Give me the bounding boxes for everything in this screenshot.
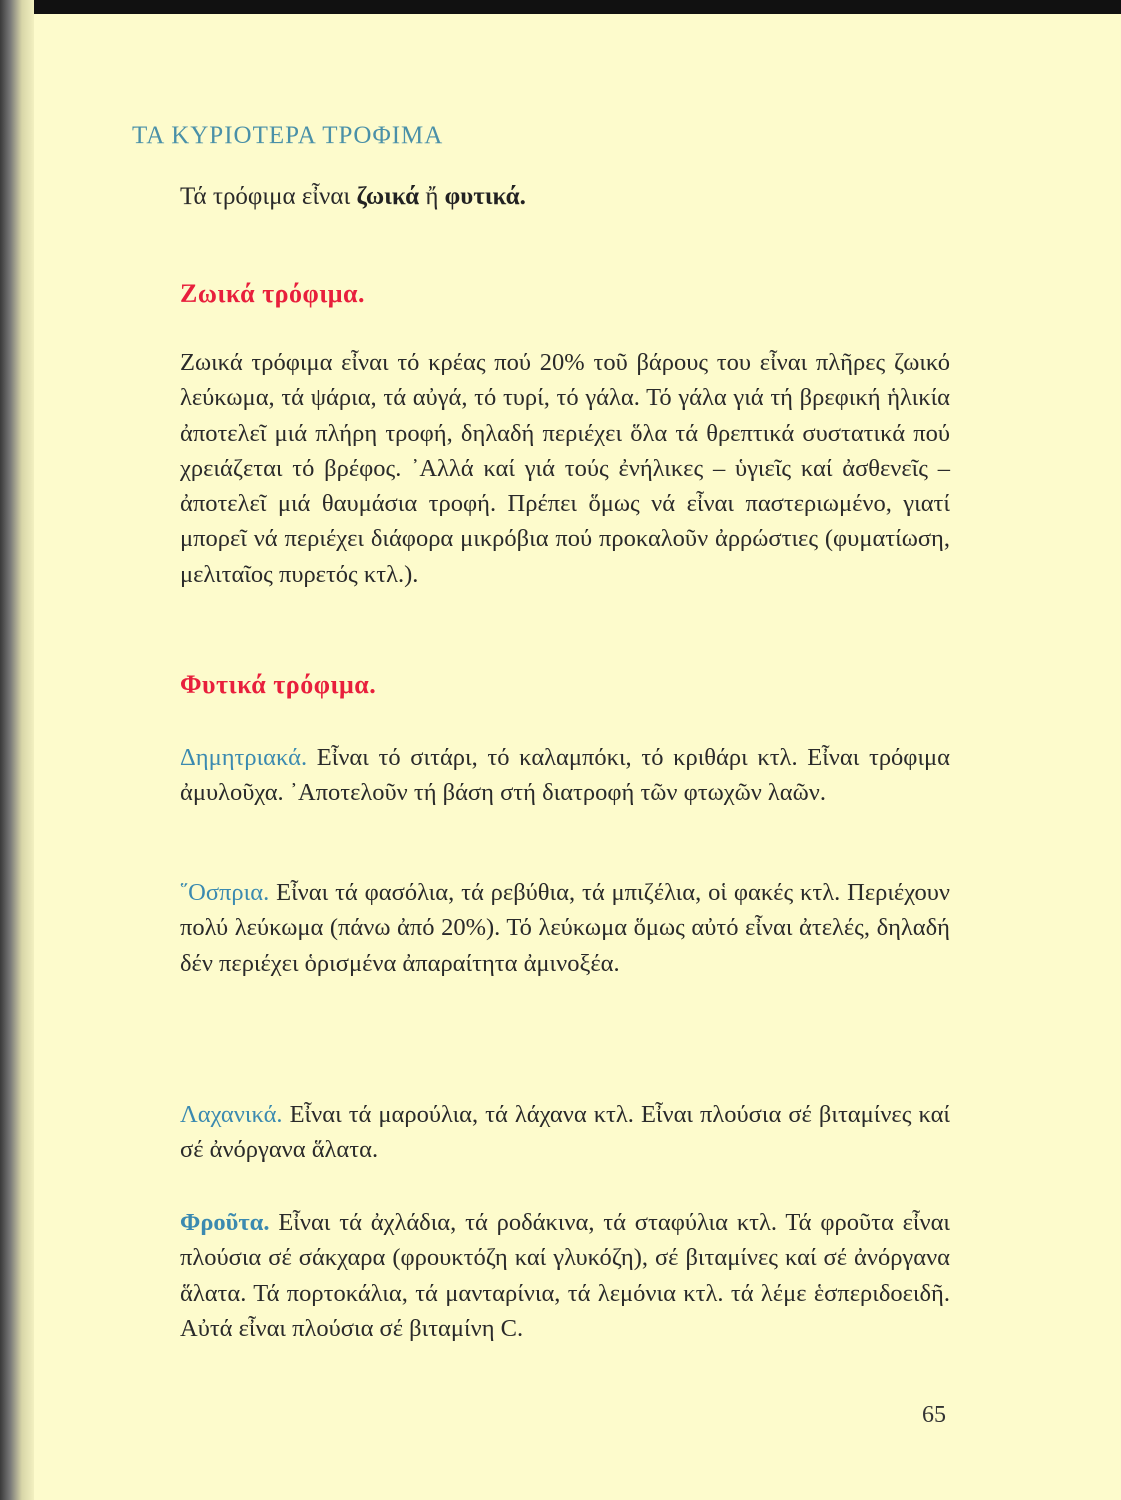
paragraph-animal-foods: Ζωικά τρόφιμα εἶναι τό κρέας πού 20% τοῦ βάρους του εἶναι πλῆρες ζωικό λεύκωμα, τά ψάρια, τά αὐγά, τό τυρί, τό γάλα. Τό γάλα γιά τή βρεφική ἡλικία ἀποτελεῖ μιά πλήρη τροφή, δηλαδή περιέχει ὅλα τά θρεπτικά συστατικά πού χρειάζεται τό βρέφος. ᾽Αλλά καί γιά τούς ἐνήλικες – ὑγιεῖς καί ἀσθενεῖς – ἀποτελεῖ μιά θαυμάσια τροφή. Πρέπει ὅμως νά εἶναι παστεριωμένο, γιατί μπορεῖ νά περιέχει διάφορα μικρόβια πού προκαλοῦν ἀρρώστιες (φυματίωση, μελιταῖος πυρετός κτλ.). <box>180 349 950 588</box>
heading-animal-foods: Ζωικά τρόφιμα. <box>180 279 366 308</box>
page-number: 65 <box>922 1402 946 1428</box>
lead-legumes: ῞Οσπρια. <box>180 879 270 906</box>
intro-term-plant: φυτικά. <box>444 183 526 210</box>
paragraph-legumes <box>180 875 950 981</box>
heading-plant-foods: Φυτικά τρόφιμα. <box>180 670 377 699</box>
paragraph-vegetables <box>180 1097 950 1168</box>
paragraph-fruits <box>180 1205 950 1346</box>
text-legumes: Εἶναι τά φασόλια, τά ρεβύθια, τά μπιζέλια, οἱ φακές κτλ. Περιέχουν πολύ λεύκωμα (πάνω ἀπό 20%). Τό λεύκωμα ὅμως αὐτό εἶναι ἀτελές, δηλαδή δέν περιέχει ὁρισμένα ἀπαραίτητα ἀμινοξέα. <box>180 879 951 977</box>
intro-prefix: Τά τρόφιμα εἶναι <box>180 183 357 210</box>
text-cereals: Εἶναι τό σιτάρι, τό καλαμπόκι, τό κριθάρι κτλ. Εἶναι τρόφιμα ἀμυλοῦχα. ᾽Αποτελοῦν τή βάση στή διατροφή τῶν φτωχῶν λαῶν. <box>180 744 951 807</box>
intro-sentence <box>180 183 526 211</box>
paragraph-cereals <box>180 740 950 811</box>
intro-term-animal: ζωικά <box>356 183 420 210</box>
lead-vegetables: Λαχανικά. <box>180 1101 283 1128</box>
text-fruits: Εἶναι τά ἀχλάδια, τά ροδάκινα, τά σταφύλια κτλ. Τά φροῦτα εἶναι πλούσια σέ σάκχαρα (φρουκτόζη καί γλυκόζη), σέ βιταμίνες καί σέ ἀνόργανα ἅλατα. Τά πορτοκάλια, τά μανταρίνια, τά λεμόνια κτλ. τά λέμε ἑσπεριδοειδῆ. Αὐτά εἶναι πλούσια σέ βιταμίνη C. <box>180 1209 951 1342</box>
lead-fruits: Φροῦτα. <box>180 1209 270 1236</box>
intro-middle: ἤ <box>419 183 445 210</box>
lead-cereals: Δημητριακά. <box>180 744 308 771</box>
text-vegetables: Εἶναι τά μαρούλια, τά λάχανα κτλ. Εἶναι πλούσια σέ βιταμίνες καί σέ ἀνόργανα ἅλατα. <box>180 1101 951 1164</box>
page-title: ΤΑ ΚΥΡΙΟΤΕΡΑ ΤΡΟΦΙΜΑ <box>132 122 444 149</box>
